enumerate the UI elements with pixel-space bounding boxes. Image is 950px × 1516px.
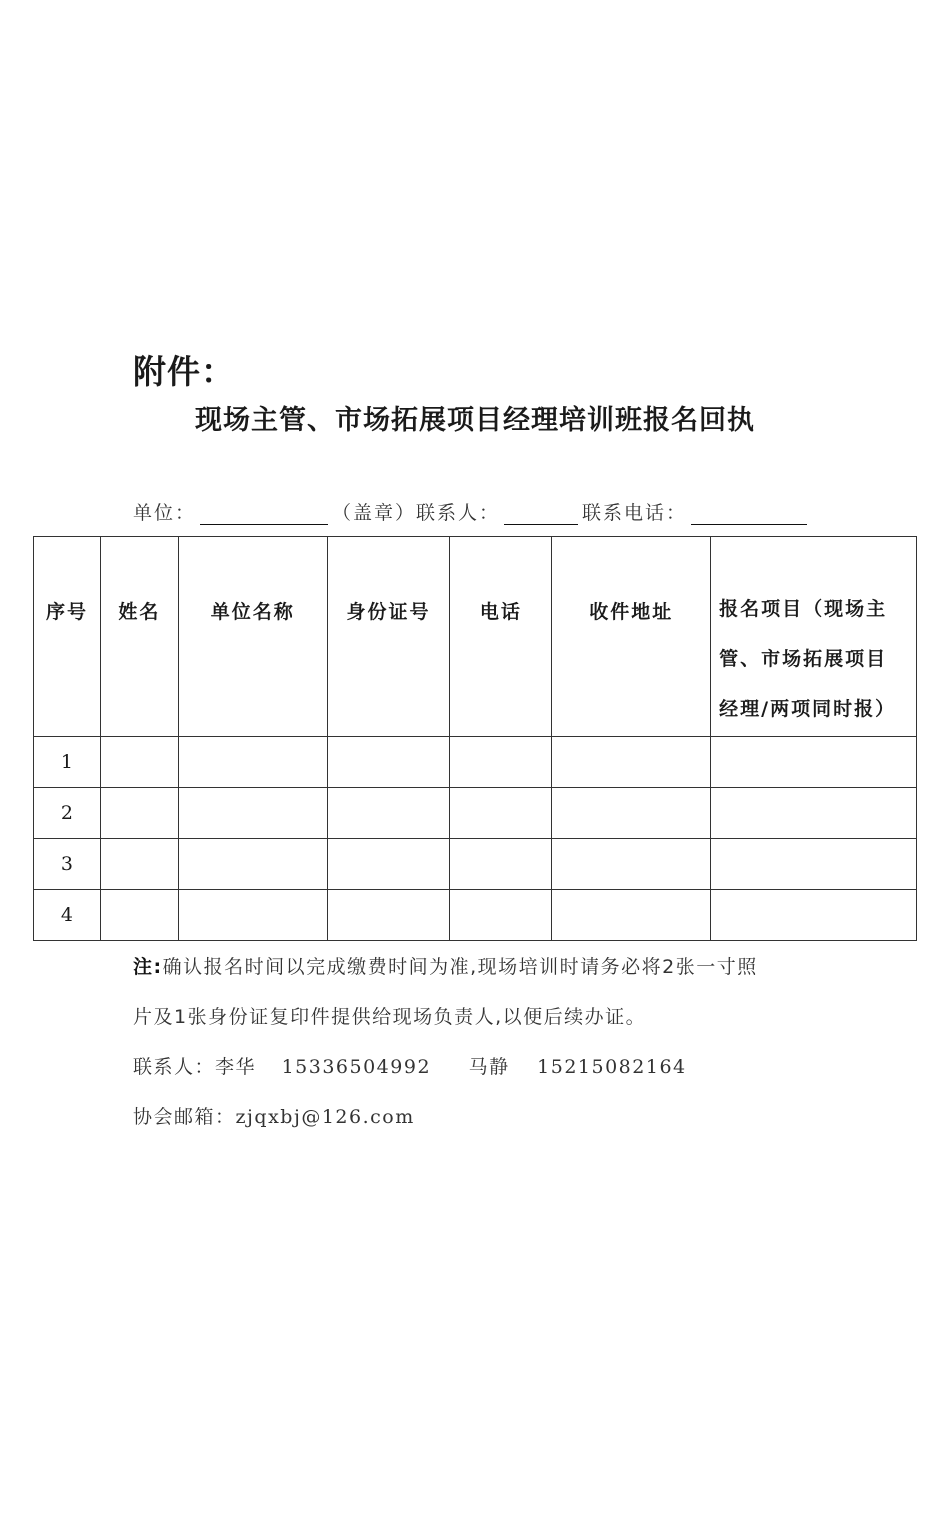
registration-table bbox=[33, 536, 917, 941]
cell-phone[interactable] bbox=[450, 890, 552, 941]
cell-phone[interactable] bbox=[450, 788, 552, 839]
cell-seq: 4 bbox=[34, 890, 101, 941]
cell-address[interactable] bbox=[552, 788, 711, 839]
email-link[interactable]: zjqxbj@126.com bbox=[235, 1106, 415, 1128]
note-line-2 bbox=[133, 1002, 853, 1029]
header-row bbox=[34, 537, 917, 737]
cell-name[interactable] bbox=[100, 737, 178, 788]
table-row bbox=[34, 737, 917, 788]
unit-blank bbox=[200, 504, 328, 525]
contact-blank bbox=[504, 504, 578, 525]
cell-program[interactable] bbox=[711, 788, 917, 839]
header-seq: 序号 bbox=[34, 537, 101, 737]
cell-program[interactable] bbox=[711, 839, 917, 890]
cell-id[interactable] bbox=[327, 788, 450, 839]
attachment-label: 附件： bbox=[133, 352, 235, 391]
header-program: 报名项目（现场主管、市场拓展项目经理/两项同时报） bbox=[711, 537, 917, 737]
cell-address[interactable] bbox=[552, 737, 711, 788]
cell-name[interactable] bbox=[100, 788, 178, 839]
contact-label: 联系人：李华 bbox=[133, 1056, 257, 1078]
cell-name[interactable] bbox=[100, 890, 178, 941]
table-row bbox=[34, 788, 917, 839]
contact2-phone: 15215082164 bbox=[537, 1056, 687, 1078]
cell-phone[interactable] bbox=[450, 737, 552, 788]
info-line bbox=[133, 498, 811, 525]
cell-id[interactable] bbox=[327, 890, 450, 941]
phone-label: 联系电话： bbox=[582, 502, 688, 524]
cell-org[interactable] bbox=[178, 737, 327, 788]
header-org: 单位名称 bbox=[178, 537, 327, 737]
cell-phone[interactable] bbox=[450, 839, 552, 890]
contact2-name: 马静 bbox=[468, 1056, 510, 1078]
email-label: 协会邮箱： bbox=[133, 1106, 236, 1128]
cell-id[interactable] bbox=[327, 839, 450, 890]
cell-org[interactable] bbox=[178, 890, 327, 941]
table-row bbox=[34, 839, 917, 890]
email-line bbox=[133, 1102, 853, 1129]
phone-blank bbox=[691, 504, 807, 525]
cell-seq: 2 bbox=[34, 788, 101, 839]
cell-name[interactable] bbox=[100, 839, 178, 890]
header-name: 姓名 bbox=[100, 537, 178, 737]
note-line-1 bbox=[133, 952, 853, 979]
seal-contact-label: （盖章）联系人： bbox=[332, 502, 501, 524]
cell-program[interactable] bbox=[711, 737, 917, 788]
cell-seq: 3 bbox=[34, 839, 101, 890]
table-row bbox=[34, 890, 917, 941]
contact1-phone: 15336504992 bbox=[281, 1056, 432, 1078]
cell-program[interactable] bbox=[711, 890, 917, 941]
note-prefix: 注: bbox=[133, 956, 163, 978]
cell-org[interactable] bbox=[178, 788, 327, 839]
note-text-1: 确认报名时间以完成缴费时间为准,现场培训时请务必将2张一寸照 bbox=[162, 956, 758, 978]
header-address: 收件地址 bbox=[552, 537, 711, 737]
note-text-2: 片及1张身份证复印件提供给现场负责人,以便后续办证。 bbox=[133, 1006, 647, 1028]
cell-address[interactable] bbox=[552, 839, 711, 890]
cell-seq: 1 bbox=[34, 737, 101, 788]
cell-id[interactable] bbox=[327, 737, 450, 788]
header-phone: 电话 bbox=[450, 537, 552, 737]
header-id: 身份证号 bbox=[327, 537, 450, 737]
cell-address[interactable] bbox=[552, 890, 711, 941]
contact-line bbox=[133, 1052, 853, 1079]
unit-label: 单位： bbox=[133, 502, 197, 524]
form-title: 现场主管、市场拓展项目经理培训班报名回执 bbox=[195, 405, 755, 436]
cell-org[interactable] bbox=[178, 839, 327, 890]
